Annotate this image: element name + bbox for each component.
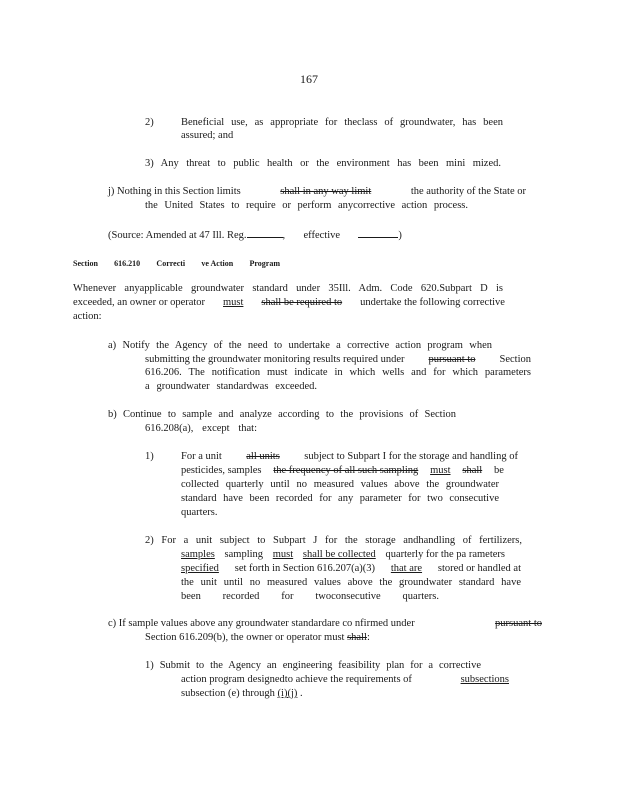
item-c1-period: .	[299, 688, 303, 699]
item-2-number: 2)	[145, 117, 154, 128]
item-b1-line-3: collected quarterly until no measured values above the groundwater	[181, 479, 499, 490]
item-a-struck-text: pursuant to	[428, 354, 476, 365]
item-b2-text-c: quarterly for the pa rameters	[385, 549, 505, 560]
item-c1-text-b: subsection (e) through	[181, 688, 275, 699]
item-b1-text-b: subject to Subpart I for the storage and handling of	[304, 451, 518, 462]
section-number: 616.210	[114, 259, 141, 268]
para-1-line-2	[73, 296, 505, 309]
para-1-text-b: undertake the following corrective	[360, 297, 505, 308]
item-2-line-1: Beneficial use, as appropriate for theclass of groundwater, has been	[181, 117, 503, 128]
item-c1-line-2	[181, 673, 509, 686]
source-note	[108, 228, 402, 242]
item-b2-line-2	[181, 548, 505, 561]
item-a-line-4: a groundwater standardwas exceeded.	[145, 381, 317, 392]
section-title-word-3: Program	[249, 259, 280, 268]
source-close: )	[398, 230, 402, 241]
section-title-word-1: Correcti	[156, 259, 186, 268]
item-c-struck-shall: shall	[347, 632, 367, 643]
item-b1-inserted-must: must	[430, 465, 451, 476]
item-b1-struck-all-units: all units	[246, 451, 280, 462]
item-c-line-1	[108, 617, 542, 630]
item-a-text-a: submitting the groundwater monitoring results required under	[145, 354, 405, 365]
item-b-line-1: b) Continue to sample and analyze according to the provisions of Section	[108, 409, 456, 420]
item-b2-line-5: been recorded for twoconsecutive quarters.	[181, 591, 439, 602]
para-1-line-1: Whenever anyapplicable groundwater standard under 35Ill. Adm. Code 620.Subpart D is	[73, 283, 503, 294]
section-label: Section	[73, 259, 98, 268]
para-1-line-3: action:	[73, 311, 102, 322]
source-text-b: effective	[303, 230, 341, 241]
item-a-line-2	[145, 353, 531, 366]
item-j-line-2: the United States to require or perform anycorrective action process.	[145, 200, 468, 211]
item-c-text-a: c) If sample values above any groundwater standardare co nfirmed under	[108, 618, 415, 629]
para-1-inserted-must: must	[223, 297, 244, 308]
item-b1-line-4: standard have been recorded for any parameter for two consecutive	[181, 493, 499, 504]
item-b2-inserted-specified: specified	[181, 563, 219, 574]
item-2-line-2: assured; and	[181, 130, 234, 141]
item-j-struck-text: shall in any way limit	[280, 186, 372, 197]
source-text-a: (Source: Amended at 47 Ill. Reg.	[108, 230, 247, 241]
section-title-word-2: ve Action	[201, 259, 234, 268]
item-c1-text-a: action program designedto achieve the requirements of	[181, 674, 412, 685]
source-blank-register	[247, 228, 283, 238]
item-b1-line-5: quarters.	[181, 507, 218, 518]
item-b2-line-3	[181, 562, 521, 575]
item-b2-text-b: shall be collected	[302, 549, 376, 560]
item-c-colon: :	[366, 632, 370, 643]
item-b2-inserted-must: must	[272, 549, 294, 560]
item-c1-line-1: 1) Submit to the Agency an engineering feasibility plan for a corrective	[145, 660, 481, 671]
source-comma: ,	[282, 230, 286, 241]
item-b2-text-e: stored or handled at	[437, 563, 521, 574]
item-b1-line-2	[181, 464, 504, 477]
section-heading	[73, 257, 280, 270]
item-c1-inserted-subsections: subsections	[460, 674, 509, 685]
item-b1-text-c: pesticides, samples	[181, 465, 262, 476]
item-b1-struck-frequency: the frequency of all such sampling	[273, 465, 419, 476]
para-1-text-a: exceeded, an owner or operator	[73, 297, 206, 308]
item-b2-line-1: 2) For a unit subject to Subpart J for the storage andhandling of fertilizers,	[145, 535, 522, 546]
para-1-struck-text: shall be required to	[261, 297, 343, 308]
item-b1-struck-shall: shall	[462, 465, 483, 476]
item-c-struck-text: pursuant to	[495, 618, 542, 629]
item-a-line-1: a) Notify the Agency of the need to undertake a corrective action program when	[108, 340, 492, 351]
item-j-text-b: the authority of the State or	[410, 186, 526, 197]
item-b2-text-d: set forth in Section 616.207(a)(3)	[234, 563, 376, 574]
item-c1-inserted-ij: (i)(j)	[277, 688, 298, 699]
item-b-line-2: 616.208(a), except that:	[145, 423, 257, 434]
item-b2-inserted-samples: samples	[181, 549, 215, 560]
item-a-line-3: 616.206. The notification must indicate in which wells and for which parameters	[145, 367, 531, 378]
item-3-line-1: 3) Any threat to public health or the environment has been mini mized.	[145, 158, 501, 169]
item-c1-line-3	[181, 687, 303, 700]
item-c-text-b: Section 616.209(b), the owner or operator must	[145, 632, 345, 643]
item-b1-text-d: be	[494, 465, 504, 476]
item-j-text-a: j) Nothing in this Section limits	[108, 186, 241, 197]
item-b2-line-4: the unit until no measured values above the groundwater standard have	[181, 577, 521, 588]
source-blank-date	[358, 228, 398, 238]
item-a-text-b: Section	[499, 354, 531, 365]
item-j-line-1	[108, 185, 526, 198]
item-b2-inserted-that-are: that are	[390, 563, 423, 574]
item-b2-text-a: sampling	[224, 549, 264, 560]
page-number: 167	[300, 72, 318, 86]
item-b1-number: 1)	[145, 451, 154, 462]
item-b1-line-1	[181, 450, 518, 463]
item-c-line-2	[145, 631, 370, 644]
item-b1-text-a: For a unit	[181, 451, 222, 462]
